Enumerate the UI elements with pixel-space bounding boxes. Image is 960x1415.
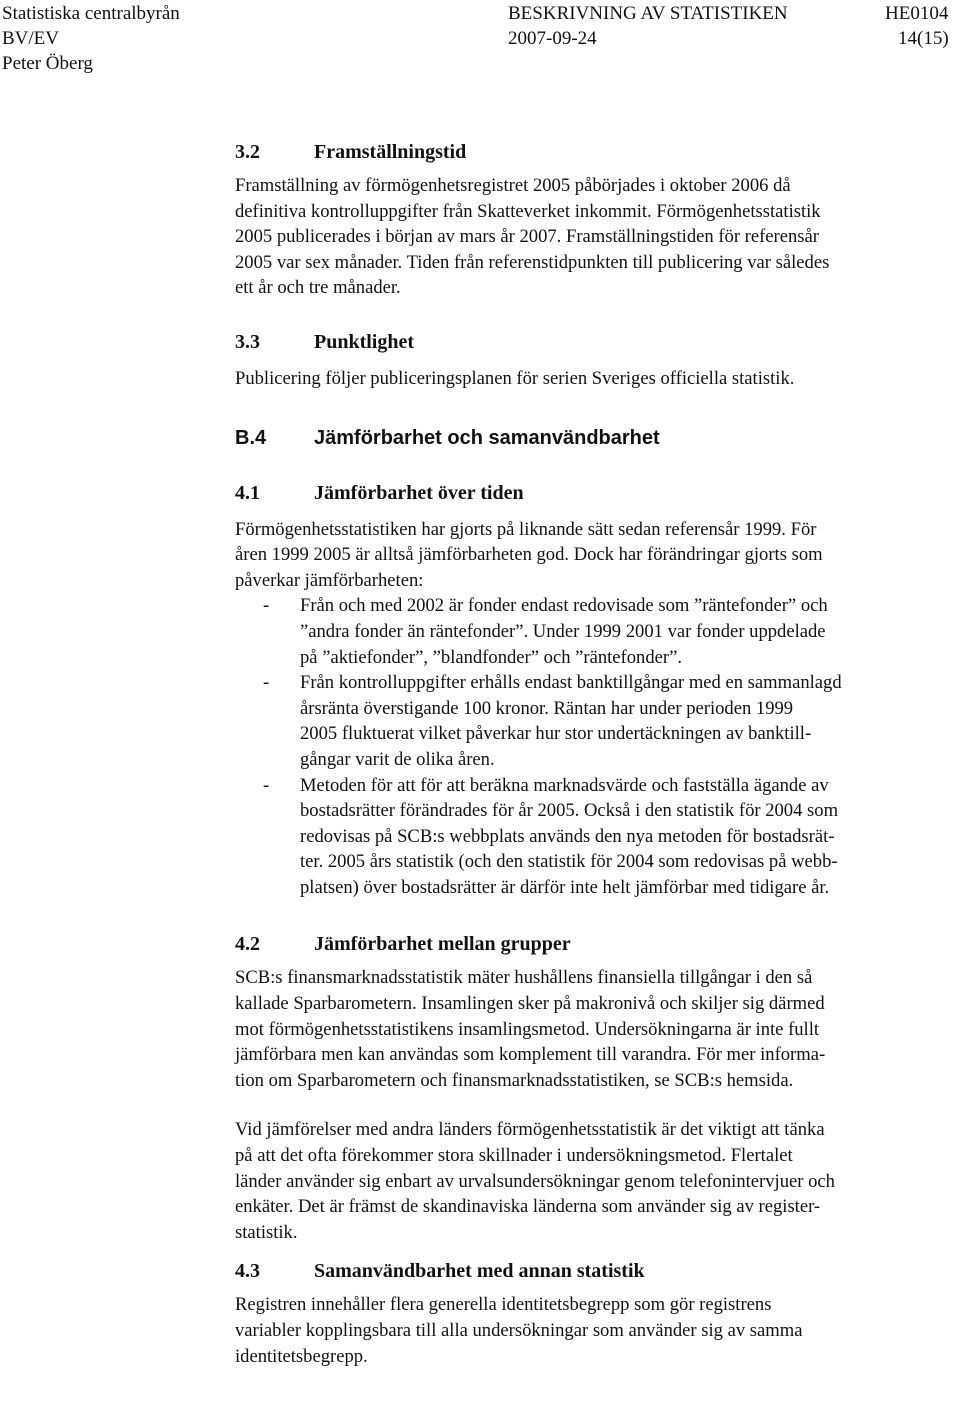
text-line: Framställning av förmögenhetsregistret 2005 påbörjades i oktober 2006 då bbox=[235, 175, 791, 196]
text-line: redovisas på SCB:s webbplats används den nya metoden för bostadsrät- bbox=[300, 825, 835, 847]
text-line: 2005 publicerades i början av mars år 2007. Framställningstiden för referensår bbox=[235, 226, 819, 248]
bullet-list bbox=[235, 593, 950, 900]
dash-bullet: - bbox=[263, 672, 270, 694]
section-number: 4.2 bbox=[235, 933, 260, 956]
text-line: ett år och tre månader. bbox=[235, 277, 401, 299]
text-line: 2005 fluktuerat vilket påverkar hur stor undertäckningen av banktill- bbox=[300, 723, 812, 745]
section-number: 4.3 bbox=[235, 1260, 260, 1283]
dash-bullet: - bbox=[263, 595, 270, 617]
header-doc-type: BESKRIVNING AV STATISTIKEN bbox=[508, 3, 788, 24]
text-line: Från kontrolluppgifter erhålls endast banktillgångar med en sammanlagd bbox=[300, 672, 842, 694]
section-heading-3-3 bbox=[235, 328, 950, 356]
header-org: Statistiska centralbyrån bbox=[2, 3, 180, 24]
header-author: Peter Öberg bbox=[2, 53, 93, 74]
section-title: Samanvändbarhet med annan statistik bbox=[314, 1260, 645, 1283]
text-line: Från och med 2002 är fonder endast redovisade som ”räntefonder” och bbox=[300, 595, 828, 617]
text-line: 2005 var sex månader. Tiden från referenstidpunkten till publicering var således bbox=[235, 251, 830, 273]
text-line: kallade Sparbarometern. Insamlingen sker på makronivå och skiljer sig därmed bbox=[235, 993, 825, 1015]
paragraph-4-2-b bbox=[235, 1117, 950, 1245]
text-line: ter. 2005 års statistik (och den statistik för 2004 som redovisas på webb- bbox=[300, 851, 838, 873]
paragraph-3-3: Publicering följer publiceringsplanen för serien Sveriges officiella statistik. bbox=[235, 367, 795, 389]
list-item bbox=[235, 593, 950, 670]
section-title: Punktlighet bbox=[314, 330, 415, 353]
text-line: bostadsrätter förändrades för år 2005. Också i den statistik för 2004 som bbox=[300, 800, 839, 822]
text-line: Metoden för att för att beräkna marknadsvärde och fastställa ägande av bbox=[300, 774, 829, 796]
dash-bullet: - bbox=[263, 774, 270, 796]
text-line: mot förmögenhetsstatistikens insamlingsmetod. Undersökningarna är inte fullt bbox=[235, 1018, 820, 1040]
text-line: enkäter. Det är främst de skandinaviska länderna som använder sig av register- bbox=[235, 1196, 821, 1218]
header-date: 2007-09-24 bbox=[508, 28, 597, 49]
text-line: Registren innehåller flera generella identitetsbegrepp som gör registrens bbox=[235, 1294, 772, 1316]
text-line: åren 1999 2005 är alltså jämförbarheten god. Dock har förändringar gjorts som bbox=[235, 544, 823, 566]
text-line: Förmögenhetsstatistiken har gjorts på liknande sätt sedan referensår 1999. För bbox=[235, 518, 817, 540]
header-page-number: 14(15) bbox=[898, 28, 949, 49]
paragraph-4-1-intro bbox=[235, 517, 950, 594]
header-unit: BV/EV bbox=[2, 28, 59, 49]
text-line: årsränta överstigande 100 kronor. Räntan har under perioden 1999 bbox=[300, 697, 794, 719]
text-line: Vid jämförelser med andra länders förmögenhetsstatistik är det viktigt att tänka bbox=[235, 1119, 825, 1141]
text-line: variabler kopplingsbara till alla undersökningar som använder sig av samma bbox=[235, 1320, 803, 1341]
header-doc-code: HE0104 bbox=[885, 3, 949, 24]
list-item bbox=[235, 773, 950, 901]
text-line: länder använder sig enbart av urvalsundersökningar genom telefonintervjuer och bbox=[235, 1170, 835, 1192]
text-line: jämförbara men kan användas som komplement till varandra. För mer informa- bbox=[235, 1044, 826, 1066]
section-heading-4-3 bbox=[235, 1257, 950, 1285]
list-item bbox=[235, 670, 950, 772]
section-title: Jämförbarhet mellan grupper bbox=[314, 933, 571, 956]
text-line: ”andra fonder än räntefonder”. Under 1999 2001 var fonder uppdelade bbox=[300, 620, 826, 642]
section-number: 3.3 bbox=[235, 330, 260, 353]
chapter-number: B.4 bbox=[235, 426, 267, 449]
section-heading-4-1 bbox=[235, 479, 950, 507]
chapter-heading-b4 bbox=[235, 424, 950, 452]
text-line: statistik. bbox=[235, 1221, 298, 1243]
section-heading-4-2 bbox=[235, 930, 950, 958]
section-title: Jämförbarhet över tiden bbox=[314, 481, 524, 504]
chapter-title: Jämförbarhet och samanvändbarhet bbox=[314, 426, 660, 449]
text-line: på ”aktiefonder”, ”blandfonder” och ”räntefonder”. bbox=[300, 646, 682, 668]
paragraph-4-2-a bbox=[235, 965, 950, 1093]
section-number: 3.2 bbox=[235, 141, 260, 163]
section-title: Framställningstid bbox=[314, 141, 467, 163]
text-line: tion om Sparbarometern och finansmarknadsstatistiken, se SCB:s hemsida. bbox=[235, 1069, 794, 1091]
section-number: 4.1 bbox=[235, 481, 260, 504]
text-line: påverkar jämförbarheten: bbox=[235, 569, 424, 591]
text-line: på att det ofta förekommer stora skillnader i undersökningsmetod. Flertalet bbox=[235, 1145, 793, 1167]
text-line: identitetsbegrepp. bbox=[235, 1345, 368, 1367]
section-heading-3-2 bbox=[235, 138, 950, 166]
paragraph-4-3 bbox=[235, 1292, 950, 1369]
text-line: platsen) över bostadsrätter är därför inte helt jämförbar med tidigare år. bbox=[300, 876, 830, 898]
document-body bbox=[235, 138, 950, 1369]
paragraph-3-2 bbox=[235, 173, 950, 301]
text-line: gångar varit de olika åren. bbox=[300, 748, 495, 770]
text-line: SCB:s finansmarknadsstatistik mäter hushållens finansiella tillgångar i den så bbox=[235, 967, 813, 989]
text-line: definitiva kontrolluppgifter från Skatteverket inkommit. Förmögenhetsstatistik bbox=[235, 200, 821, 222]
